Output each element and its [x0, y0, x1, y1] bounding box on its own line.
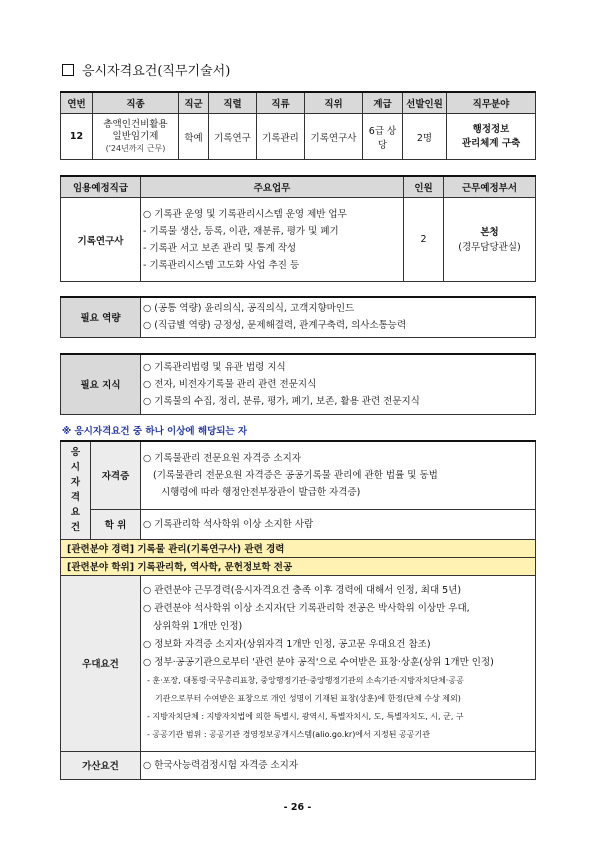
competency-items: [141, 297, 536, 337]
checkbox-square-icon: [62, 64, 74, 76]
competency-label: 필요 역량: [61, 297, 141, 337]
cell-duties: [141, 198, 404, 282]
bonus-item: ○ 한국사능력검정시험 자격증 소지자: [141, 751, 536, 779]
cell-category: 기록관리: [257, 114, 305, 160]
pref-item: ○ 정부·공공기관으로부터 '관련 분야 공적'으로 수여받은 표창·상훈(상위 1개만 인정): [143, 657, 494, 668]
header-rank: 임용예정직급: [61, 176, 141, 198]
cert-label: 자격증: [91, 441, 141, 509]
preference-label: 우대요건: [61, 575, 141, 751]
side-char: 요: [70, 507, 81, 519]
header-count: 선발인원: [403, 92, 447, 114]
job-info-table: [60, 91, 536, 160]
duty-item: - 기록관리시스템 고도화 사업 추진 등: [143, 259, 300, 271]
pref-item: 상위학위 1개만 인정): [153, 621, 243, 632]
header-headcount: 인원: [404, 176, 444, 198]
page-number: - 26 -: [283, 802, 312, 813]
cell-grade: 6급 상당: [363, 114, 403, 160]
header-field: 직무분야: [447, 92, 536, 114]
knowledge-label: 필요 지식: [61, 354, 141, 414]
cell-no: 12: [61, 114, 93, 160]
cell-dept: [444, 198, 536, 282]
pref-item: ○ 관련분야 근무경력(응시자격요건 충족 이후 경력에 대해서 인정, 최대 5년): [143, 585, 462, 596]
header-jobtype: 직종: [93, 92, 179, 114]
knowledge-item: ○ 기록물의 수집, 정리, 분류, 평가, 폐기, 보존, 활용 관련 전문지식: [143, 395, 420, 407]
field-line1: 행정정보: [472, 123, 510, 135]
field-line2: 관리체계 구축: [461, 137, 521, 149]
knowledge-items: [141, 354, 536, 414]
pref-small-item: - 훈·포장, 대통령·국무총리표창, 중앙행정기관·중앙행정기관의 소속기관·지방자치단체·공공: [147, 676, 464, 685]
duty-item: ○ 기록관 운영 및 기록관리시스템 운영 제반 업무: [143, 208, 347, 220]
header-group: 직군: [179, 92, 209, 114]
jobtype-line2: 일반임기제: [112, 130, 159, 142]
qualification-notice: ※ 응시자격요건 중 하나 이상에 해당되는 자: [62, 426, 248, 437]
side-char: 격: [70, 492, 81, 504]
bonus-label: 가산요건: [61, 751, 141, 779]
qualification-table: [60, 440, 536, 780]
cell-jobtype: [93, 114, 179, 160]
jobtype-note: ('24년까지 근무): [105, 143, 166, 153]
competency-item: ○ (직급별 역량) 긍정성, 문제해결력, 관계구축력, 의사소통능력: [143, 320, 407, 332]
related-degree: [관련분야 학위] 기록관리학, 역사학, 문헌정보학 전공: [61, 557, 536, 575]
cell-headcount: 2: [404, 198, 444, 282]
jobtype-line1: 총액인건비활용: [103, 118, 168, 130]
header-grade: 계급: [363, 92, 403, 114]
pref-item: ○ 관련분야 석사학위 이상 소지자(단 기록관리학 전공은 박사학위 이상만 우대,: [143, 603, 470, 614]
cert-item: 시행령에 따라 행정안전부장관이 발급한 자격증): [161, 486, 361, 498]
side-char: 응: [70, 447, 81, 459]
side-char: 자: [70, 477, 81, 489]
pref-small-item: - 지방자치단체 : 지방자치법에 의한 특별시, 광역시, 특별자치시, 도, 특별자치도, 시, 군, 구: [147, 712, 464, 721]
knowledge-table: [60, 353, 536, 415]
pref-small-item: 기관으로부터 수여받은 표창으로 개인 성명이 기재된 표창(상훈)에 한정(단체 수상 제외): [155, 694, 461, 703]
qualification-side-label: [61, 441, 91, 539]
duty-item: - 기록관 서고 보존 관리 및 통계 작성: [143, 242, 297, 254]
duty-item: - 기록물 생산, 등록, 이관, 재분류, 평가 및 폐기: [143, 225, 339, 237]
header-dept: 근무예정부서: [444, 176, 536, 198]
page-title: [62, 60, 230, 79]
cell-count: 2명: [403, 114, 447, 160]
cell-position: 기록연구사: [305, 114, 363, 160]
side-char: 건: [70, 522, 81, 534]
side-char: 시: [70, 462, 81, 474]
cell-series: 기록연구: [209, 114, 257, 160]
duties-table: [60, 175, 536, 282]
cell-rank: 기록연구사: [61, 198, 141, 282]
cert-item: (기록물관리 전문요원 자격증은 공공기록물 관리에 관한 법률 및 동법: [153, 469, 438, 481]
knowledge-item: ○ 전자, 비전자기록물 관리 관련 전문지식: [143, 378, 317, 390]
preference-items: [141, 575, 536, 751]
header-duties: 주요업무: [141, 176, 404, 198]
competency-item: ○ (공통 역량) 윤리의식, 공직의식, 고객지향마인드: [143, 303, 355, 315]
page-title-text: 응시자격요건(직무기술서): [82, 64, 231, 79]
degree-item: ○ 기록관리학 석사학위 이상 소지한 사람: [141, 509, 536, 539]
pref-item: ○ 정보화 자격증 소지자(상위자격 1개만 인정, 공고문 우대요건 참조): [143, 639, 431, 650]
cell-group: 학예: [179, 114, 209, 160]
dept-sub: (경무담당관실): [458, 241, 521, 253]
cell-field: [447, 114, 536, 160]
knowledge-item: ○ 기록관리법령 및 유관 법령 지식: [143, 361, 286, 373]
table-row: [61, 114, 536, 160]
competency-table: [60, 296, 536, 338]
header-category: 직류: [257, 92, 305, 114]
dept-name: 본청: [480, 226, 499, 238]
header-position: 직위: [305, 92, 363, 114]
pref-small-item: - 공공기관 범위 : 공공기관 경영정보공개시스템(alio.go.kr)에서 지정된 공공기관: [147, 730, 430, 739]
related-career: [관련분야 경력] 기록물 관리(기록연구사) 관련 경력: [61, 539, 536, 557]
header-series: 직렬: [209, 92, 257, 114]
cert-item: ○ 기록물관리 전문요원 자격증 소지자: [143, 452, 302, 464]
degree-label: 학 위: [91, 509, 141, 539]
cert-items: [141, 441, 536, 509]
header-no: 연번: [61, 92, 93, 114]
